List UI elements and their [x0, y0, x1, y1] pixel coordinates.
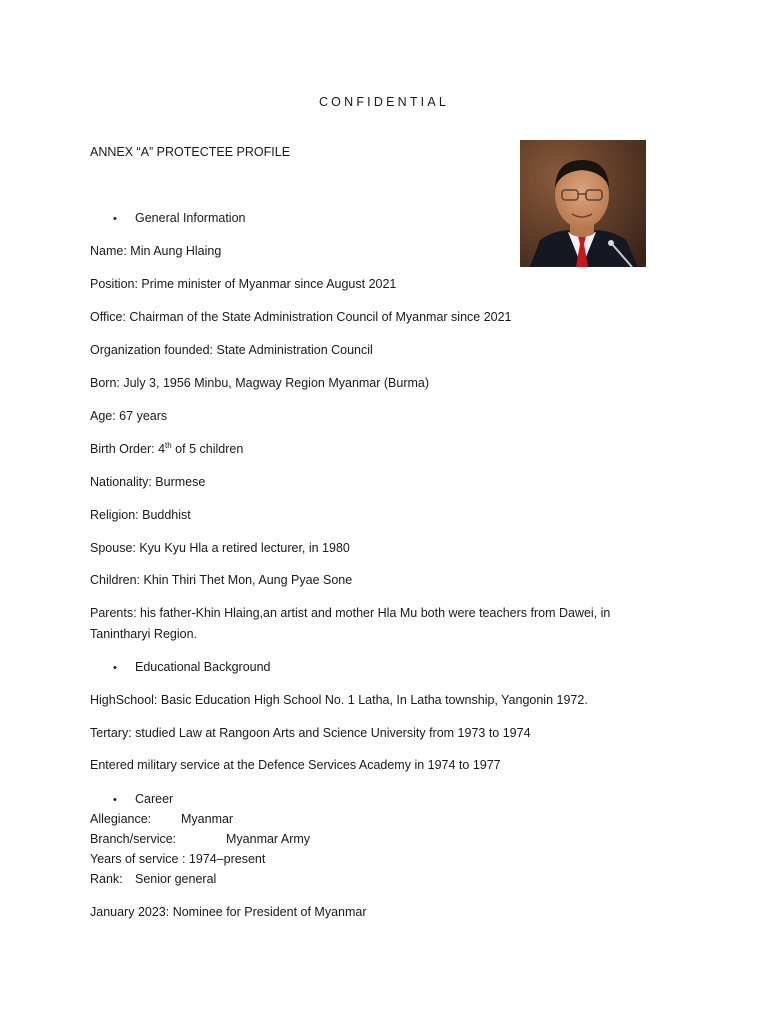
birth-order-suffix: of 5 children: [171, 442, 244, 456]
military-line: Entered military service at the Defence Services Academy in 1974 to 1977: [90, 758, 501, 772]
nominee-line: January 2023: Nominee for President of Myanmar: [90, 905, 367, 919]
allegiance-line: [90, 811, 233, 827]
portrait-photo-icon: [520, 140, 646, 267]
organization-line: Organization founded: State Administration Council: [90, 343, 373, 357]
born-line: Born: July 3, 1956 Minbu, Magway Region Myanmar (Burma): [90, 376, 430, 390]
name-line: Name: Min Aung Hlaing: [90, 244, 222, 258]
bullet-icon: •: [113, 662, 117, 674]
branch-value: Myanmar Army: [226, 832, 311, 846]
annex-title: ANNEX “A” PROTECTEE PROFILE: [90, 145, 291, 159]
branch-line: [90, 831, 310, 847]
highschool-line: HighSchool: Basic Education High School No. 1 Latha, In Latha township, Yangonin 1972.: [90, 693, 588, 707]
office-line: Office: Chairman of the State Administration Council of Myanmar since 2021: [90, 310, 512, 324]
allegiance-label: Allegiance:: [90, 812, 152, 826]
rank-label: Rank:: [90, 872, 123, 886]
confidential-header: CONFIDENTIAL: [318, 95, 450, 109]
career-heading: [113, 791, 173, 808]
children-line: Children: Khin Thiri Thet Mon, Aung Pyae Sone: [90, 573, 353, 587]
religion-line: Religion: Buddhist: [90, 508, 191, 522]
birth-order-prefix: Birth Order: 4: [90, 442, 166, 456]
bullet-icon: •: [113, 794, 117, 806]
position-line: Position: Prime minister of Myanmar since August 2021: [90, 277, 397, 291]
career-label: Career: [135, 792, 174, 806]
age-line: Age: 67 years: [90, 409, 168, 423]
tertiary-line: Tertary: studied Law at Rangoon Arts and Science University from 1973 to 1974: [90, 726, 531, 740]
birth-order-line: [90, 441, 243, 457]
education-label: Educational Background: [135, 660, 271, 674]
nationality-line: Nationality: Burmese: [90, 475, 206, 489]
branch-label: Branch/service:: [90, 832, 177, 846]
general-info-heading: [113, 210, 245, 227]
allegiance-value: Myanmar: [181, 812, 234, 826]
spouse-line: Spouse: Kyu Kyu Hla a retired lecturer, in 1980: [90, 541, 350, 555]
general-info-label: General Information: [135, 211, 246, 225]
rank-line: [90, 871, 216, 887]
rank-value: Senior general: [135, 872, 217, 886]
education-heading: [113, 659, 271, 676]
bullet-icon: •: [113, 213, 117, 225]
birth-order-sup: th: [165, 440, 172, 450]
parents-line: Parents: his father-Khin Hlaing,an artist and mother Hla Mu both were teachers from Dawei, in Tanintharyi Region.: [90, 606, 611, 641]
portrait-photo: [520, 140, 646, 267]
years-line: Years of service : 1974–present: [90, 852, 266, 866]
